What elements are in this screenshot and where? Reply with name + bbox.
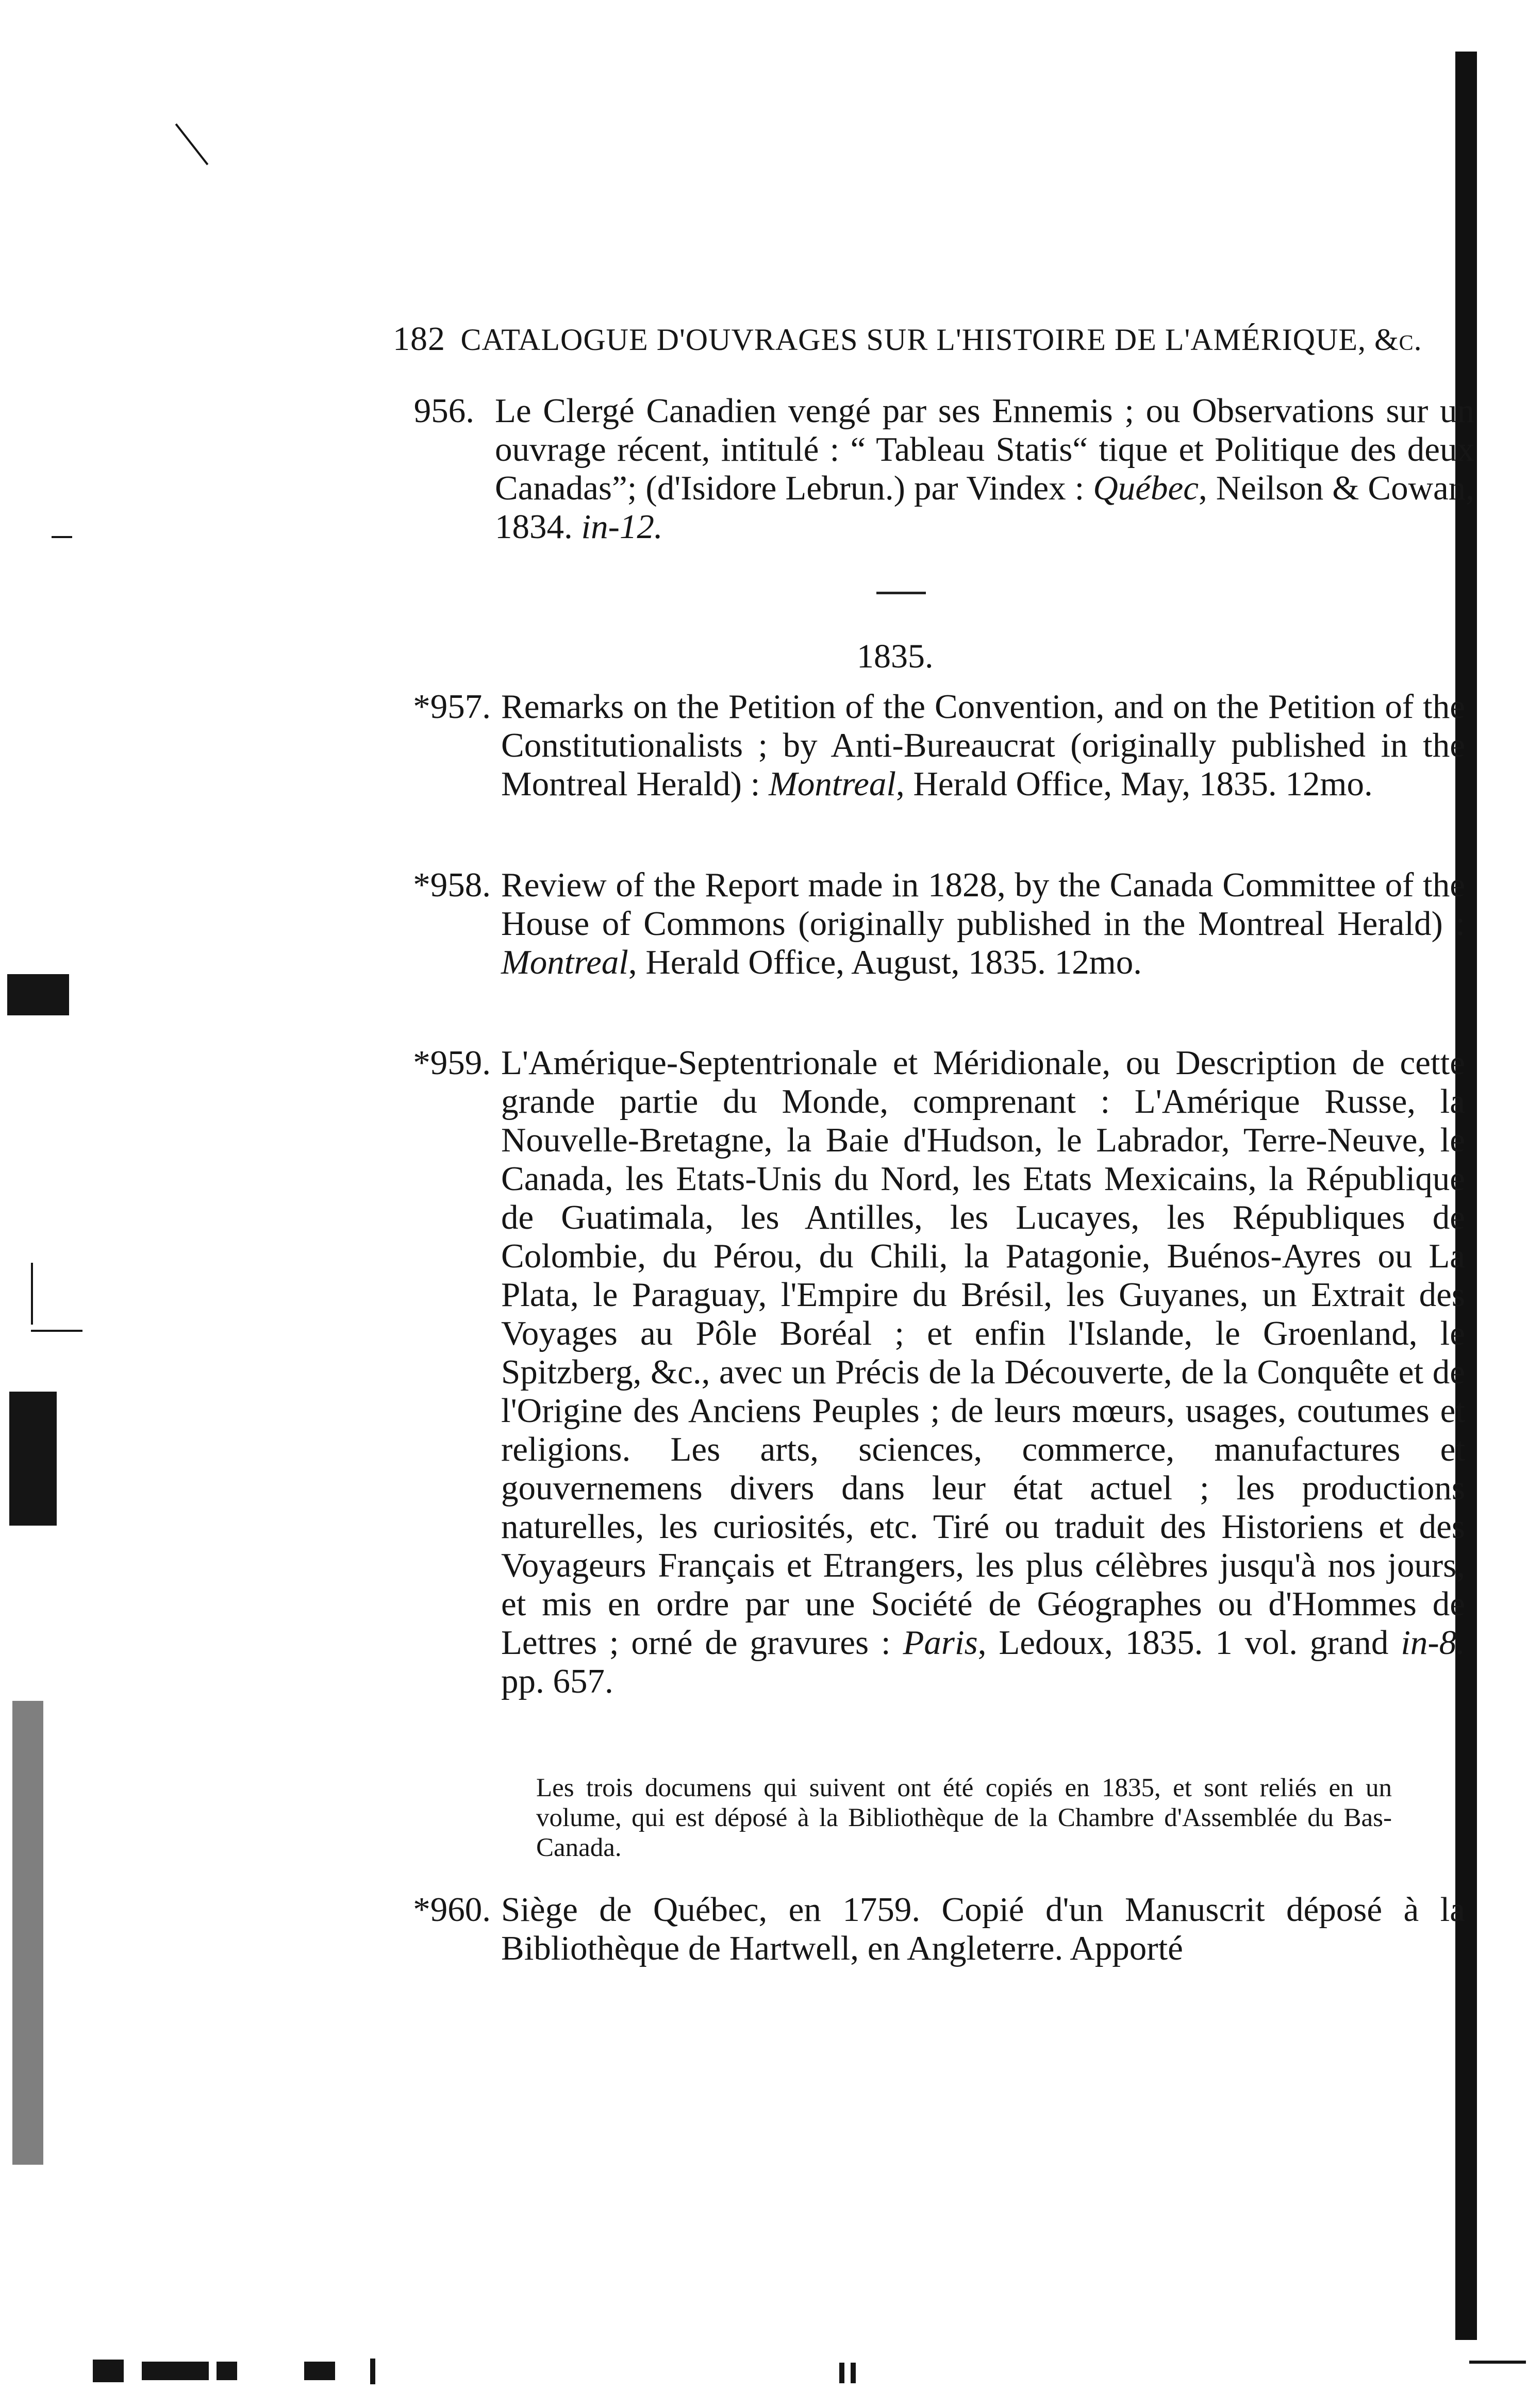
scan-edge-artifacts	[0, 0, 134, 2408]
section-year: 1835.	[857, 638, 934, 675]
entry-number: *957.	[413, 688, 491, 726]
running-title: CATALOGUE D'OUVRAGES SUR L'HISTOIRE DE L'AMÉRIQUE, &c.	[460, 323, 1422, 357]
running-header	[393, 320, 1450, 359]
entry-text: Review of the Report made in 1828, by the Canada Committee of the House of Commons (originally published in the Montreal Herald) : Montreal, Herald Office, August, 1835. 12mo.	[501, 866, 1465, 981]
entry-text: L'Amérique-Septentrionale et Méridionale, ou Description de cette grande partie du Monde, comprenant : L'Amérique Russe, la Nouvelle-Bretagne, la Baie d'Hudson, le Labrador, Terre-Neuve, le Canada, les Etats-Unis du Nord, les Etats Mexicains, la République de Guatimala, les Antilles, les Lucayes, les Républiques de Colombie, du Pérou, du Chili, la Patagonie, Buénos-Ayres ou La Plata, le Paraguay, l'Empire du Brésil, les Guyanes, un Extrait des Voyages au Pôle Boréal ; et enfin l'Islande, le Groenland, le Spitzberg, &c., avec un Précis de la Découverte, de la Conquête et de l'Origine des Anciens Peuples ; de leurs mœurs, usages, coutumes et religions. Les arts, sciences, commerce, manufactures et gouvernemens divers dans leur état actuel ; les productions naturelles, les curiosités, etc. Tiré ou traduit des Historiens et des Voyageurs Français et Etrangers, les plus célèbres jusqu'à nos jours, et mis en ordre par une Société de Géographes ou d'Hommes de Lettres ; orné de gravures : Paris, Ledoux, 1835. 1 vol. grand in-8. pp. 657.	[501, 1044, 1465, 1700]
entry-text: Le Clergé Canadien vengé par ses Ennemis ; ou Observations sur un ouvrage récent, intitulé : “ Tableau Statis“ tique et Politique des deux Canadas”; (d'Isidore Lebrun.) par Vindex : Québec, Neilson & Cowan, 1834. in-12.	[495, 392, 1474, 546]
section-separator	[876, 592, 926, 594]
entry-number: 956.	[413, 392, 474, 430]
entry-number: *959.	[413, 1044, 491, 1082]
entry-text: Remarks on the Petition of the Convention, and on the Petition of the Constitutionalists ; by Anti-Bureaucrat (originally published in the Montreal Herald) : Montreal, Herald Office, May, 1835. 12mo.	[501, 688, 1465, 803]
entry-number: *960.	[413, 1891, 491, 1929]
editorial-note: Les trois documens qui suivent ont été copiés en 1835, et sont reliés en un volume, qui est déposé à la Bibliothèque de la Chambre d'Assemblée du Bas-Canada.	[536, 1774, 1392, 1862]
scan-bottom-artifacts	[0, 2350, 1528, 2408]
page-number: 182	[393, 320, 445, 358]
entry-text: Siège de Québec, en 1759. Copié d'un Manuscrit déposé à la Bibliothèque de Hartwell, en Angleterre. Apporté	[501, 1891, 1465, 1967]
entry-number: *958.	[413, 866, 491, 904]
